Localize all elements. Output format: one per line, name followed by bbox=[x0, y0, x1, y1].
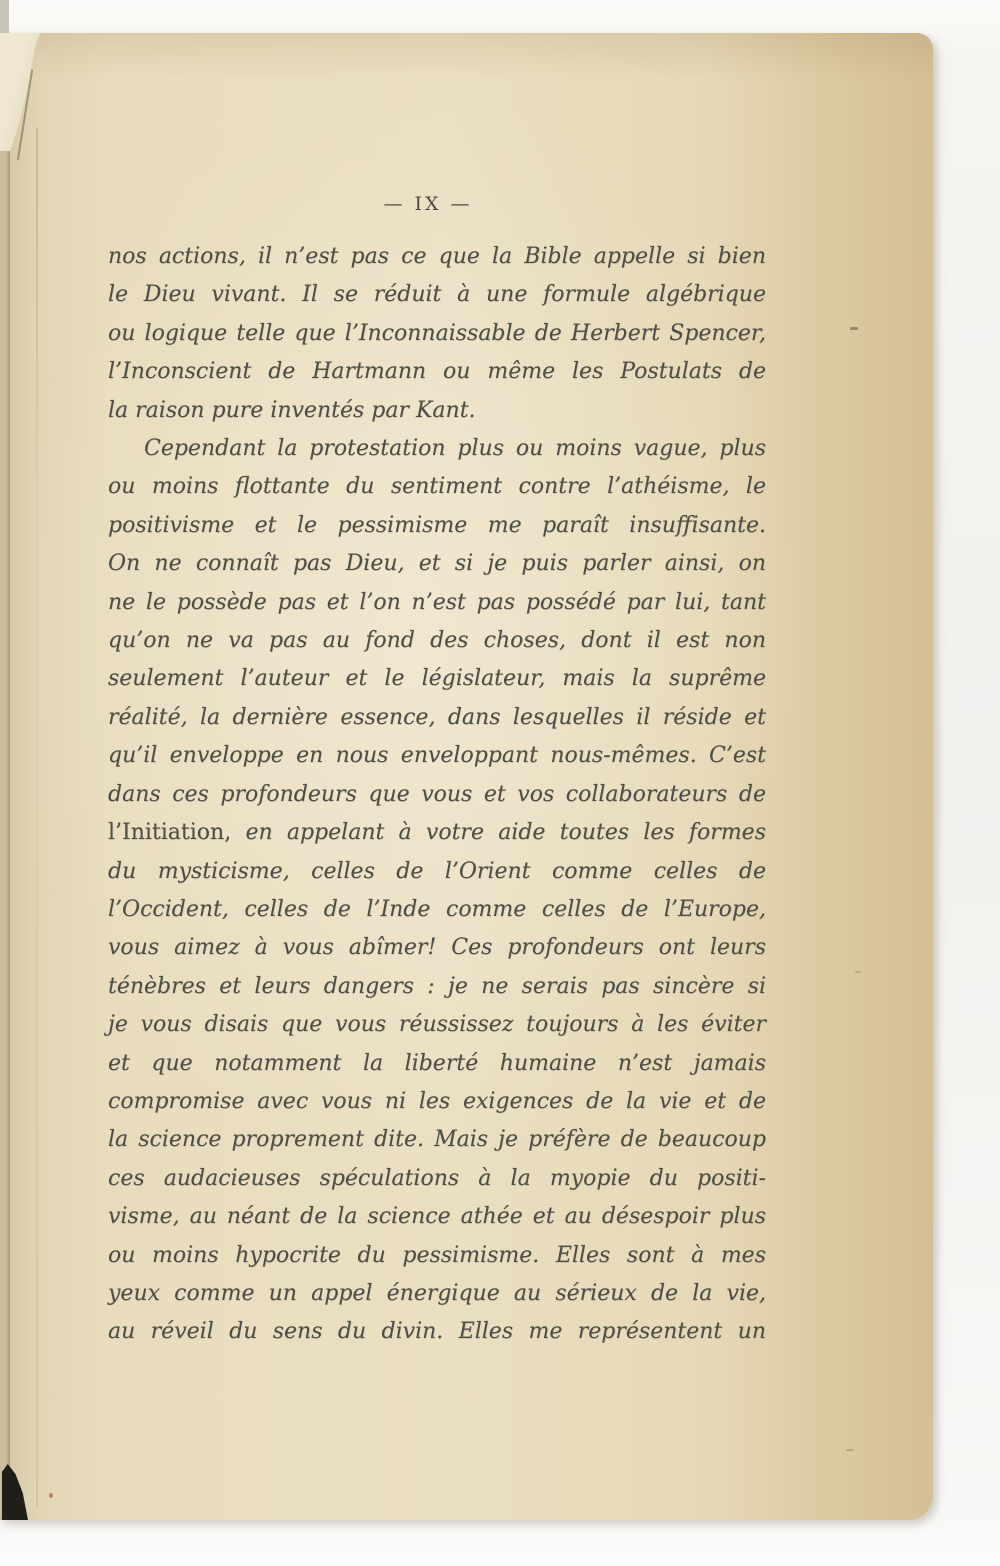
text-line: seulement l’auteur et le législateur, mais la suprême bbox=[108, 666, 766, 692]
text-line: ne le possède pas et l’on n’est pas possédé par lui, tant bbox=[108, 589, 766, 615]
ink-smudge bbox=[2, 1464, 28, 1520]
text-line: visme, au néant de la science athée et au désespoir plus bbox=[108, 1204, 766, 1230]
text-line: Cependant la protestation plus ou moins vague, plus bbox=[144, 436, 766, 462]
roman-title-text: l’Initiation, bbox=[108, 820, 232, 846]
paper-speck bbox=[49, 1493, 53, 1498]
text-line: je vous disais que vous réussissez toujours à les éviter bbox=[108, 1012, 766, 1038]
page-crease bbox=[36, 128, 38, 1508]
text-line: On ne connaît pas Dieu, et si je puis parler ainsi, on bbox=[108, 551, 766, 577]
paper-speck bbox=[855, 971, 861, 973]
text-block bbox=[108, 238, 766, 1352]
text-line: dans ces profondeurs que vous et vos collaborateurs de bbox=[108, 781, 766, 807]
book-page bbox=[0, 33, 933, 1520]
text-line: ténèbres et leurs dangers : je ne serais pas sincère si bbox=[108, 973, 766, 999]
paper-speck bbox=[850, 327, 858, 330]
text-line: et que notamment la liberté humaine n’est jamais bbox=[108, 1050, 766, 1076]
text-line: au réveil du sens du divin. Elles me représentent un bbox=[108, 1319, 766, 1345]
text-line: compromise avec vous ni les exigences de la vie et de bbox=[108, 1088, 766, 1114]
text-line: ou moins flottante du sentiment contre l’athéisme, le bbox=[108, 474, 766, 500]
text-line: positivisme et le pessimisme me paraît insuffisante. bbox=[108, 512, 766, 538]
line-text: en appelant à votre aide toutes les formes bbox=[231, 820, 766, 846]
text-line: vous aimez à vous abîmer! Ces profondeurs ont leurs bbox=[108, 935, 766, 961]
page-gutter-edge bbox=[0, 33, 10, 1520]
text-line: yeux comme un appel énergique au sérieux de la vie, bbox=[108, 1280, 766, 1306]
text-line: qu’on ne va pas au fond des choses, dont il est non bbox=[108, 628, 766, 654]
text-line: la science proprement dite. Mais je préfère de beaucoup bbox=[108, 1127, 766, 1153]
text-line: ces audacieuses spéculations à la myopie du positi- bbox=[108, 1165, 766, 1191]
text-line: l’Inconscient de Hartmann ou même les Postulats de bbox=[108, 359, 766, 385]
page-number-header: — IX — bbox=[383, 193, 473, 215]
text-line: ou moins hypocrite du pessimisme. Elles sont à mes bbox=[108, 1242, 766, 1268]
text-line bbox=[108, 814, 766, 852]
text-line: qu’il enveloppe en nous enveloppant nous-mêmes. C’est bbox=[108, 743, 766, 769]
text-line: ou logique telle que l’Inconnaissable de Herbert Spencer, bbox=[108, 320, 766, 346]
text-line: du mysticisme, celles de l’Orient comme celles de bbox=[108, 858, 766, 884]
text-line: réalité, la dernière essence, dans lesquelles il réside et bbox=[108, 704, 766, 730]
text-line: la raison pure inventés par Kant. bbox=[108, 397, 476, 423]
text-line: nos actions, il n’est pas ce que la Bible appelle si bien bbox=[108, 244, 766, 269]
text-line: l’Occident, celles de l’Inde comme celles de l’Europe, bbox=[108, 896, 766, 922]
paper-speck bbox=[846, 1449, 854, 1451]
text-line: le Dieu vivant. Il se réduit à une formule algébrique bbox=[108, 282, 766, 308]
